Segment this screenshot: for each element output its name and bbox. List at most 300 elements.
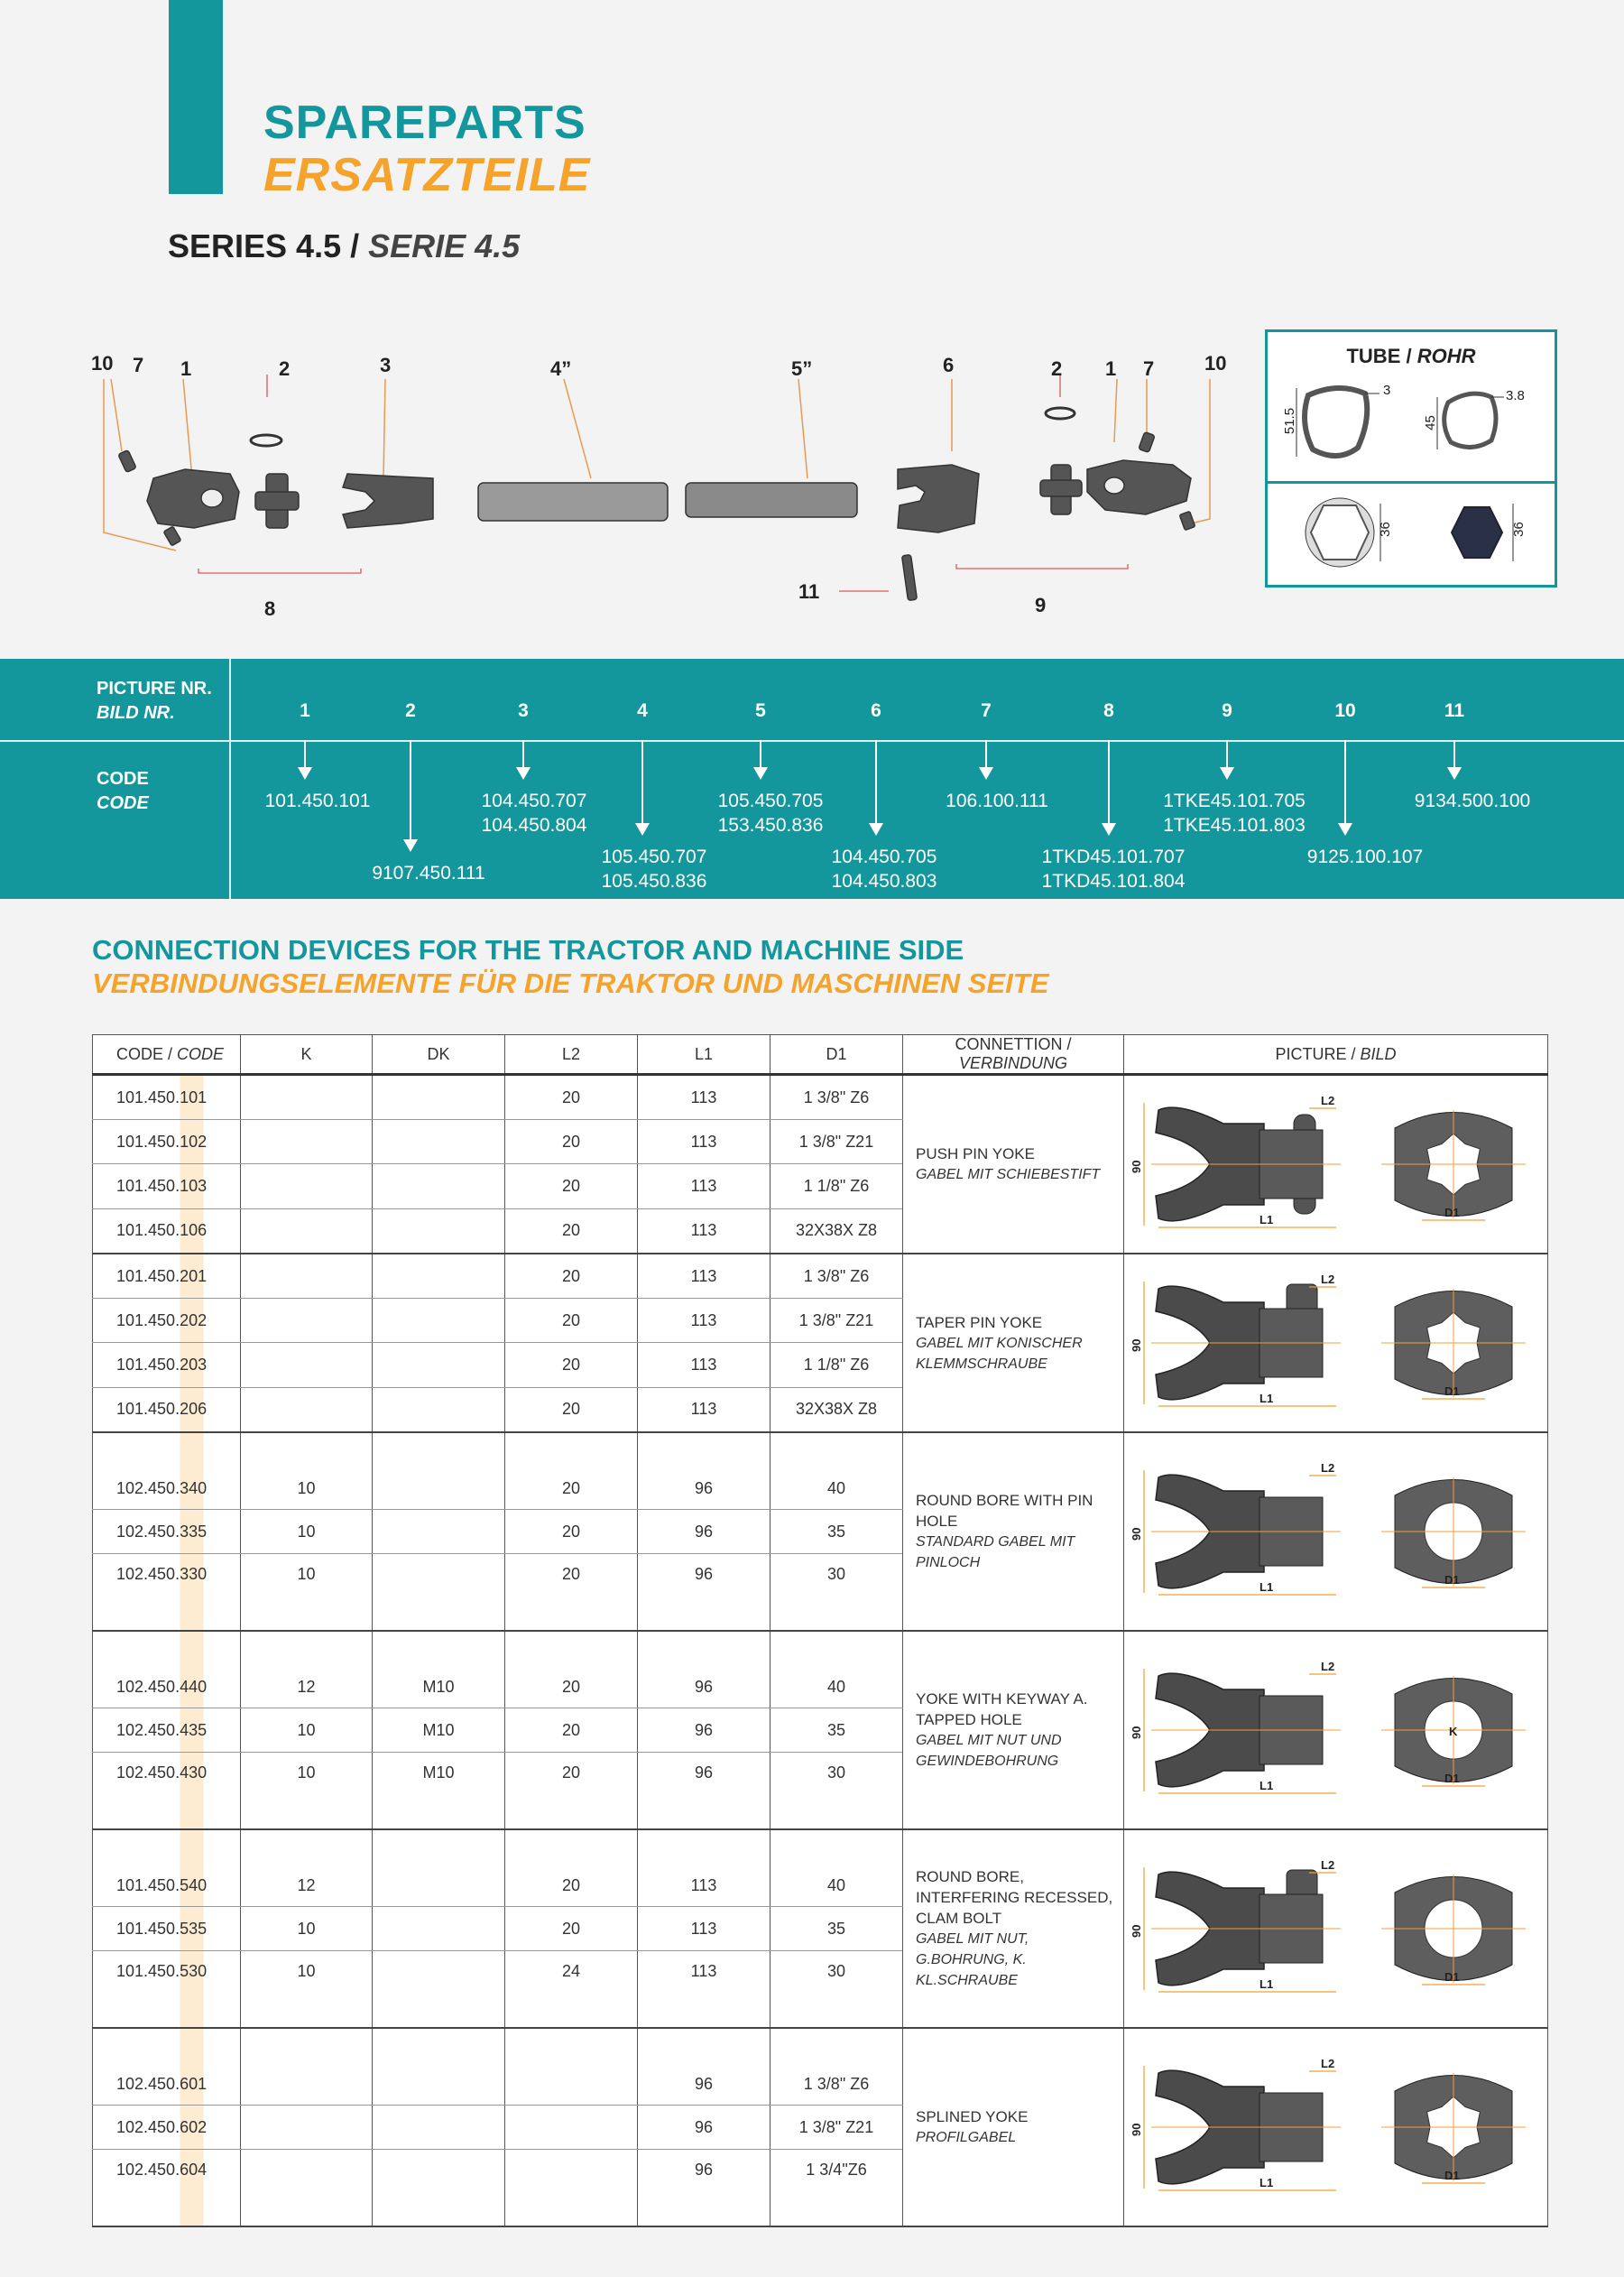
cell-code: 101.450.535 (93, 1907, 241, 1951)
cell-dk (373, 1432, 505, 1510)
connection-en: ROUND BORE WITH PIN HOLE (916, 1492, 1093, 1530)
cell-k (241, 1343, 373, 1387)
cell-l1: 113 (638, 1075, 770, 1120)
col-header-dk: DK (373, 1035, 505, 1075)
arrow-down-icon (1102, 823, 1116, 836)
connection-description (903, 1254, 1124, 1432)
cell-dk (373, 1951, 505, 2029)
cell-dk: M10 (373, 1631, 505, 1708)
exploded-diagram-drawing (86, 343, 1241, 641)
picture-label-en: PICTURE NR. (97, 679, 212, 699)
dim-l1-label: L1 (1260, 1392, 1274, 1405)
cell-l2 (505, 2106, 638, 2150)
picture-code (564, 845, 744, 893)
dim-l1-label: L1 (1260, 1213, 1274, 1226)
cell-dk (373, 2150, 505, 2227)
cell-code: 102.450.440 (93, 1631, 241, 1708)
cell-d1: 1 3/8" Z6 (770, 2028, 903, 2106)
yoke-drawing (1124, 1443, 1546, 1620)
cell-code: 101.450.102 (93, 1120, 241, 1164)
spec-table (92, 1034, 1548, 2227)
cell-k: 10 (241, 1753, 373, 1830)
cell-l2: 20 (505, 1387, 638, 1432)
code-value: 1TKE45.101.803 (1163, 815, 1306, 836)
code-value: 104.450.707 (481, 791, 587, 811)
diagram-label: 10 (1204, 352, 1227, 375)
tube-dim-label: 36 (1510, 522, 1527, 537)
diagram-label: 6 (943, 354, 955, 376)
cell-l1: 96 (638, 1432, 770, 1510)
picture-number: 9 (1222, 700, 1232, 721)
dim-d1-label: D1 (1444, 1772, 1460, 1785)
cell-k: 10 (241, 1432, 373, 1510)
table-row (93, 1254, 1548, 1299)
cell-l1: 96 (638, 1753, 770, 1830)
cell-l2: 20 (505, 1075, 638, 1120)
col-header-pic-en: PICTURE / (1275, 1044, 1356, 1063)
arrow-down-icon (869, 823, 883, 836)
picture-code (338, 861, 519, 885)
cell-l1: 96 (638, 2028, 770, 2106)
arrow-line (410, 740, 411, 841)
tube-title-en: TUBE / (1346, 345, 1412, 367)
connection-de: GABEL MIT SCHIEBESTIFT (916, 1167, 1101, 1182)
picture-label-de: BILD NR. (97, 703, 175, 723)
col-header-code-de: CODE (177, 1044, 225, 1063)
cell-code: 101.450.206 (93, 1387, 241, 1432)
yoke-drawing (1124, 1254, 1546, 1431)
dim-l2-label: L2 (1321, 1461, 1335, 1475)
table-row (93, 1631, 1548, 1708)
tube-profile-box (1265, 329, 1557, 588)
yoke-picture (1124, 1075, 1548, 1254)
cell-dk (373, 1510, 505, 1554)
connection-de: STANDARD GABEL MIT PINLOCH (916, 1534, 1075, 1570)
yoke-drawing (1124, 1642, 1546, 1819)
picture-number: 11 (1444, 700, 1465, 721)
cell-d1: 32X38X Z8 (770, 1208, 903, 1254)
code-label-de: CODE (97, 793, 149, 813)
cell-d1: 30 (770, 1554, 903, 1632)
dim-90-label: 90 (1130, 2123, 1143, 2136)
dim-k-label: K (1449, 1725, 1458, 1738)
picture-number: 2 (405, 700, 416, 721)
cell-dk (373, 1299, 505, 1343)
cell-l1: 113 (638, 1299, 770, 1343)
cell-code: 102.450.340 (93, 1432, 241, 1510)
cell-k (241, 1387, 373, 1432)
col-header-l1: L1 (638, 1035, 770, 1075)
tube-profiles-drawing (1268, 332, 1555, 585)
connection-de: PROFILGABEL (916, 2130, 1017, 2145)
connection-en: TAPER PIN YOKE (916, 1313, 1043, 1331)
cell-l1: 113 (638, 1951, 770, 2029)
picture-code-table (0, 659, 1624, 899)
dim-d1-label: D1 (1444, 1970, 1460, 1984)
code-value: 9125.100.107 (1306, 847, 1424, 867)
yoke-picture (1124, 1254, 1548, 1432)
code-value: 104.450.803 (831, 871, 937, 892)
cell-dk: M10 (373, 1753, 505, 1830)
cell-l2: 20 (505, 1299, 638, 1343)
table-row (93, 1075, 1548, 1120)
diagram-label: 10 (91, 352, 114, 375)
cell-k (241, 2150, 373, 2227)
code-value: 105.450.836 (601, 871, 707, 892)
dim-d1-label: D1 (1444, 2169, 1460, 2182)
picture-number: 10 (1334, 700, 1356, 721)
cell-k: 12 (241, 1829, 373, 1907)
cell-k (241, 2028, 373, 2106)
page-title: SPAREPARTS (263, 97, 586, 149)
dim-l2-label: L2 (1321, 1858, 1335, 1872)
cell-dk (373, 1829, 505, 1907)
cell-l2: 20 (505, 1829, 638, 1907)
series-heading (168, 227, 520, 265)
arrow-down-icon (1220, 767, 1234, 780)
cell-d1: 1 1/8" Z6 (770, 1164, 903, 1208)
cell-dk (373, 1554, 505, 1632)
arrow-line (985, 740, 987, 769)
code-value: 104.450.804 (481, 815, 587, 836)
cell-d1: 40 (770, 1432, 903, 1510)
cell-dk (373, 1387, 505, 1432)
picture-code (907, 789, 1087, 813)
cell-l1: 113 (638, 1164, 770, 1208)
cell-d1: 1 3/8" Z21 (770, 1120, 903, 1164)
yoke-drawing (1124, 2039, 1546, 2216)
cell-code: 102.450.602 (93, 2106, 241, 2150)
dim-l2-label: L2 (1321, 1660, 1335, 1673)
arrow-down-icon (403, 839, 418, 852)
dim-90-label: 90 (1130, 1160, 1143, 1173)
dim-l2-label: L2 (1321, 2057, 1335, 2070)
tube-dim-label: 3 (1383, 383, 1391, 398)
picture-code (680, 789, 861, 838)
cell-l1: 96 (638, 2106, 770, 2150)
picture-code (1382, 789, 1563, 813)
arrow-line (304, 740, 306, 769)
cell-l1: 96 (638, 1510, 770, 1554)
code-value: 9134.500.100 (1414, 791, 1531, 811)
cell-k (241, 1164, 373, 1208)
cell-d1: 30 (770, 1753, 903, 1830)
cell-l1: 96 (638, 1631, 770, 1708)
yoke-drawing (1124, 1840, 1546, 2017)
dim-90-label: 90 (1130, 1338, 1143, 1352)
arrow-line (641, 740, 643, 825)
cell-dk (373, 1254, 505, 1299)
dim-l1-label: L1 (1260, 1580, 1274, 1594)
picture-code (1275, 845, 1455, 869)
diagram-label: 3 (380, 354, 392, 376)
connection-de: GABEL MIT NUT UND GEWINDEBOHRUNG (916, 1733, 1062, 1769)
connection-en: SPLINED YOKE (916, 2108, 1029, 2125)
code-value: 1TKE45.101.705 (1163, 791, 1306, 811)
cell-l1: 113 (638, 1387, 770, 1432)
cell-d1: 30 (770, 1951, 903, 2029)
cell-l1: 113 (638, 1120, 770, 1164)
arrow-line (522, 740, 524, 769)
col-header-connection (903, 1035, 1124, 1075)
diagram-label: 9 (1035, 594, 1047, 616)
cell-k (241, 1299, 373, 1343)
cell-code: 101.450.101 (93, 1075, 241, 1120)
cell-dk (373, 1907, 505, 1951)
dim-d1-label: D1 (1444, 1206, 1460, 1219)
picture-code (1023, 845, 1204, 893)
diagram-label: 2 (279, 357, 291, 380)
tube-dim-label: 45 (1422, 415, 1438, 430)
cell-dk (373, 1208, 505, 1254)
picture-code (227, 789, 408, 813)
diagram-label: 11 (798, 580, 820, 603)
connection-en: ROUND BORE, INTERFERING RECESSED, CLAM BOLT (916, 1868, 1113, 1927)
dim-l1-label: L1 (1260, 2176, 1274, 2189)
section-subtitle: VERBINDUNGSELEMENTE FÜR DIE TRAKTOR UND MASCHINEN SEITE (92, 967, 1049, 999)
cell-code: 101.450.203 (93, 1343, 241, 1387)
cell-l2 (505, 2150, 638, 2227)
connection-de: GABEL MIT KONISCHER KLEMMSCHRAUBE (916, 1335, 1083, 1372)
cell-l2: 20 (505, 1554, 638, 1632)
cell-l2: 24 (505, 1951, 638, 2029)
cell-dk (373, 2028, 505, 2106)
cell-d1: 1 3/8" Z21 (770, 1299, 903, 1343)
cell-l2: 20 (505, 1708, 638, 1753)
cell-code: 101.450.106 (93, 1208, 241, 1254)
cell-l2: 20 (505, 1164, 638, 1208)
diagram-label: 8 (264, 597, 276, 620)
code-value: 101.450.101 (264, 791, 371, 811)
cell-code: 102.450.430 (93, 1753, 241, 1830)
cell-k: 10 (241, 1554, 373, 1632)
spec-table-header (93, 1035, 1548, 1075)
col-header-code (93, 1035, 241, 1075)
picture-number: 7 (981, 700, 992, 721)
cell-k: 10 (241, 1708, 373, 1753)
yoke-picture (1124, 2028, 1548, 2226)
cell-k: 10 (241, 1510, 373, 1554)
cell-code: 101.450.530 (93, 1951, 241, 2029)
diagram-label: 2 (1051, 357, 1063, 380)
picture-number: 5 (755, 700, 766, 721)
dim-90-label: 90 (1130, 1726, 1143, 1739)
col-header-pic-de: BILD (1360, 1044, 1397, 1063)
cell-l2: 20 (505, 1432, 638, 1510)
dim-l2-label: L2 (1321, 1094, 1335, 1107)
connection-description (903, 1432, 1124, 1631)
cell-l1: 96 (638, 1708, 770, 1753)
picture-code (444, 789, 624, 838)
cell-code: 102.450.330 (93, 1554, 241, 1632)
cell-l1: 113 (638, 1208, 770, 1254)
series-de: SERIE 4.5 (368, 227, 521, 264)
page-subtitle: ERSATZTEILE (263, 149, 591, 201)
cell-l1: 96 (638, 1554, 770, 1632)
diagram-label: 5” (791, 357, 813, 380)
dim-d1-label: D1 (1444, 1573, 1460, 1587)
cell-d1: 35 (770, 1907, 903, 1951)
cell-code: 102.450.435 (93, 1708, 241, 1753)
code-value: 1TKD45.101.707 (1041, 847, 1186, 867)
cell-d1: 35 (770, 1708, 903, 1753)
cell-l2: 20 (505, 1907, 638, 1951)
cell-l2: 20 (505, 1631, 638, 1708)
cell-code: 102.450.601 (93, 2028, 241, 2106)
cell-l2 (505, 2028, 638, 2106)
arrow-down-icon (298, 767, 312, 780)
code-value: 105.450.705 (717, 791, 824, 811)
cell-dk (373, 1343, 505, 1387)
tube-dim-label: 3.8 (1506, 388, 1525, 403)
dim-l1-label: L1 (1260, 1779, 1274, 1792)
cell-l2: 20 (505, 1120, 638, 1164)
code-label-en: CODE (97, 769, 149, 789)
code-label (97, 767, 149, 816)
picture-number: 8 (1103, 700, 1114, 721)
accent-bar (169, 0, 223, 194)
cell-d1: 1 3/8" Z6 (770, 1075, 903, 1120)
cell-d1: 40 (770, 1631, 903, 1708)
diagram-label: 7 (1143, 357, 1155, 380)
cell-k (241, 1254, 373, 1299)
dim-90-label: 90 (1130, 1527, 1143, 1541)
arrow-down-icon (516, 767, 531, 780)
arrow-down-icon (1338, 823, 1352, 836)
yoke-picture (1124, 1432, 1548, 1631)
cell-code: 102.450.604 (93, 2150, 241, 2227)
dim-90-label: 90 (1130, 1924, 1143, 1938)
table-row (93, 2028, 1548, 2106)
tube-title-de: ROHR (1416, 345, 1476, 367)
cell-dk (373, 1075, 505, 1120)
arrow-down-icon (635, 823, 650, 836)
section-title: CONNECTION DEVICES FOR THE TRACTOR AND MACHINE SIDE (92, 934, 964, 966)
picture-number: 4 (637, 700, 648, 721)
table-row (93, 1829, 1548, 1907)
tube-dim-label: 51.5 (1282, 407, 1298, 435)
col-header-conn-de: VERBINDUNG (958, 1054, 1067, 1072)
diagram-label: 4” (550, 357, 572, 380)
picture-number: 6 (871, 700, 881, 721)
arrow-line (1344, 740, 1346, 825)
cell-code: 102.450.335 (93, 1510, 241, 1554)
cell-code: 101.450.540 (93, 1829, 241, 1907)
code-value: 106.100.111 (946, 791, 1048, 811)
arrow-down-icon (979, 767, 993, 780)
exploded-diagram (86, 343, 1241, 641)
diagram-label: 1 (1105, 357, 1117, 380)
code-value: 104.450.705 (831, 847, 937, 867)
cell-d1: 40 (770, 1829, 903, 1907)
dim-d1-label: D1 (1444, 1384, 1460, 1398)
picture-nr-label (97, 677, 212, 726)
table-row (93, 1432, 1548, 1510)
connection-en: YOKE WITH KEYWAY A. TAPPED HOLE (916, 1690, 1088, 1728)
dim-l1-label: L1 (1260, 1977, 1274, 1991)
dim-l2-label: L2 (1321, 1273, 1335, 1286)
cell-l2: 20 (505, 1208, 638, 1254)
cell-l1: 113 (638, 1829, 770, 1907)
cell-code: 101.450.103 (93, 1164, 241, 1208)
yoke-picture (1124, 1631, 1548, 1829)
cell-dk (373, 2106, 505, 2150)
col-header-code-en: CODE / (116, 1044, 173, 1063)
connection-description (903, 1829, 1124, 2028)
connection-description (903, 1631, 1124, 1829)
cell-k (241, 1075, 373, 1120)
connection-en: PUSH PIN YOKE (916, 1145, 1035, 1162)
code-value: 105.450.707 (601, 847, 707, 867)
cell-k: 12 (241, 1631, 373, 1708)
cell-code: 101.450.202 (93, 1299, 241, 1343)
cell-d1: 1 3/4"Z6 (770, 2150, 903, 2227)
cell-code: 101.450.201 (93, 1254, 241, 1299)
picture-code (794, 845, 974, 893)
cell-l2: 20 (505, 1753, 638, 1830)
col-header-d1: D1 (770, 1035, 903, 1075)
cell-d1: 1 3/8" Z6 (770, 1254, 903, 1299)
cell-l1: 113 (638, 1254, 770, 1299)
cell-k: 10 (241, 1907, 373, 1951)
cell-k (241, 1120, 373, 1164)
col-header-l2: L2 (505, 1035, 638, 1075)
cell-dk (373, 1164, 505, 1208)
arrow-line (1453, 740, 1455, 769)
col-header-k: K (241, 1035, 373, 1075)
connection-description (903, 1075, 1124, 1254)
col-header-picture (1124, 1035, 1548, 1075)
col-header-conn-en: CONNETTION / (955, 1035, 1072, 1053)
diagram-label: 7 (133, 354, 144, 376)
cell-l2: 20 (505, 1254, 638, 1299)
picture-number: 3 (518, 700, 529, 721)
cell-k (241, 1208, 373, 1254)
series-en: SERIES 4.5 / (168, 227, 360, 264)
tube-dim-label: 36 (1377, 522, 1393, 537)
cell-dk (373, 1120, 505, 1164)
cell-l2: 20 (505, 1343, 638, 1387)
code-value: 153.450.836 (717, 815, 824, 836)
cell-l2: 20 (505, 1510, 638, 1554)
code-value: 9107.450.111 (372, 863, 485, 884)
cell-l1: 113 (638, 1343, 770, 1387)
cell-d1: 1 1/8" Z6 (770, 1343, 903, 1387)
cell-d1: 32X38X Z8 (770, 1387, 903, 1432)
cell-dk: M10 (373, 1708, 505, 1753)
cell-k (241, 2106, 373, 2150)
cell-d1: 1 3/8" Z21 (770, 2106, 903, 2150)
connection-description (903, 2028, 1124, 2226)
yoke-picture (1124, 1829, 1548, 2028)
arrow-line (875, 740, 877, 825)
picture-number: 1 (300, 700, 310, 721)
arrow-down-icon (753, 767, 768, 780)
table-divider (229, 659, 231, 899)
arrow-line (1226, 740, 1228, 769)
cell-k: 10 (241, 1951, 373, 2029)
arrow-line (760, 740, 761, 769)
diagram-label: 1 (180, 357, 192, 380)
connection-de: GABEL MIT NUT, G.BOHRUNG, K. KL.SCHRAUBE (916, 1931, 1029, 1988)
picture-code (1144, 789, 1324, 838)
arrow-down-icon (1447, 767, 1462, 780)
code-value: 1TKD45.101.804 (1041, 871, 1186, 892)
cell-l1: 113 (638, 1907, 770, 1951)
cell-l1: 96 (638, 2150, 770, 2227)
yoke-drawing (1124, 1076, 1546, 1253)
arrow-line (1108, 740, 1110, 825)
